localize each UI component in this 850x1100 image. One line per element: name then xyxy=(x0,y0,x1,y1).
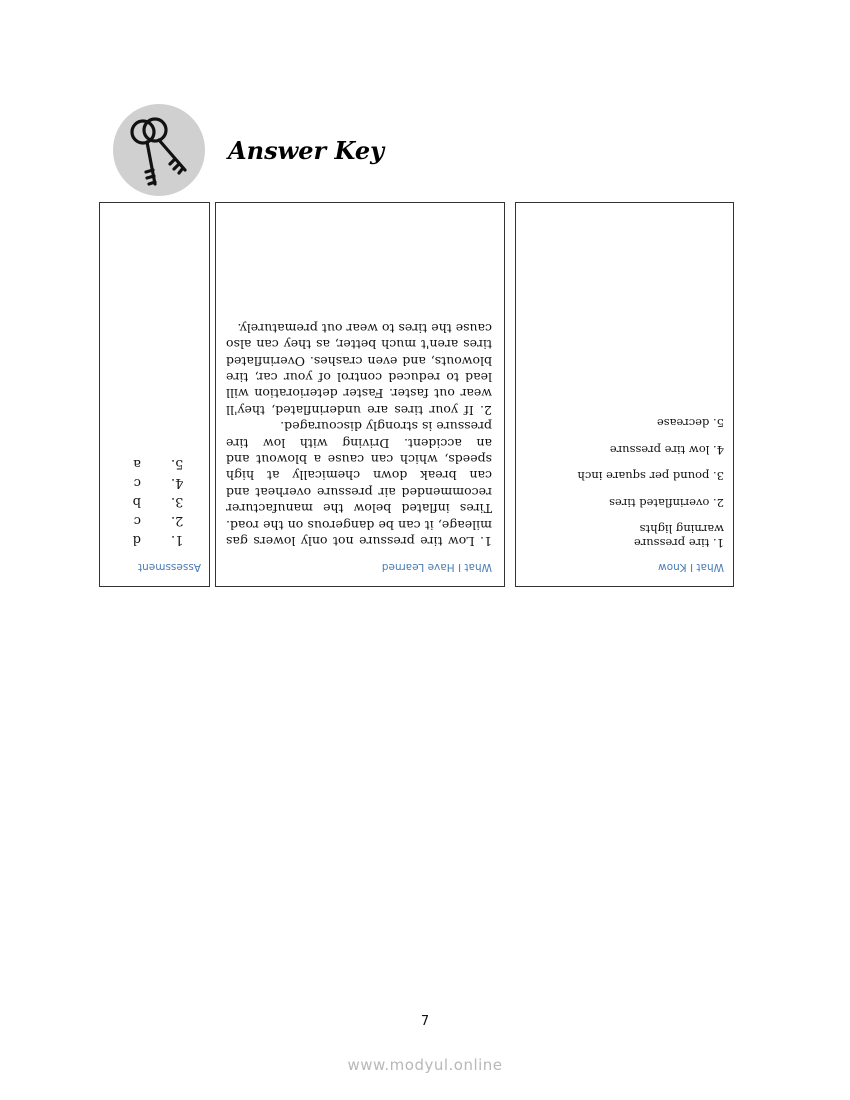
assessment-item: 5. a xyxy=(133,456,184,471)
know-item: 4. low tire pressure xyxy=(609,443,724,457)
watermark: www.modyul.online xyxy=(347,1056,503,1074)
learned-text xyxy=(226,319,492,549)
learned-paragraph: 1. Low tire pressure not only lowers gas mileage, it can be dangerous on the road. Tires inflated below the manufacturer recommended air pressure overheat and can break down chemically at high speeds, which can cause a blowout and an accident. Driving with low tire pressure is strongly discouraged. xyxy=(226,419,492,549)
page-title: Answer Key xyxy=(228,136,385,165)
assessment-item: 1. d xyxy=(132,532,184,547)
assessment-item: 3. b xyxy=(132,494,184,509)
know-heading: What I Know xyxy=(658,561,724,573)
learned-paragraph: 2. If your tires are underinflated, they'll wear out faster. Faster deterioration will lead to reduced control of your car, tire blowouts, and even crashes. Overinflated tires aren't much better, as they can also cause the tires to wear out prematurely. xyxy=(226,320,492,418)
know-item: 3. pound per square inch xyxy=(577,469,724,484)
assessment-list xyxy=(110,454,201,549)
assessment-item: 4. c xyxy=(133,475,184,490)
keys-icon xyxy=(113,104,205,196)
know-list xyxy=(526,416,724,549)
know-item: 1. tire pressure warning lights xyxy=(633,522,724,550)
what-i-know-panel xyxy=(515,202,734,587)
page-number: 7 xyxy=(420,1014,430,1029)
what-i-have-learned-panel xyxy=(215,202,505,587)
assessment-heading: Assessment xyxy=(138,561,201,573)
know-item: 5. decrease xyxy=(656,416,724,431)
learned-heading: What I Have Learned xyxy=(381,561,492,573)
assessment-item: 2. c xyxy=(133,513,184,528)
assessment-panel xyxy=(99,202,210,587)
know-item: 2. overinflated tires xyxy=(609,496,724,510)
